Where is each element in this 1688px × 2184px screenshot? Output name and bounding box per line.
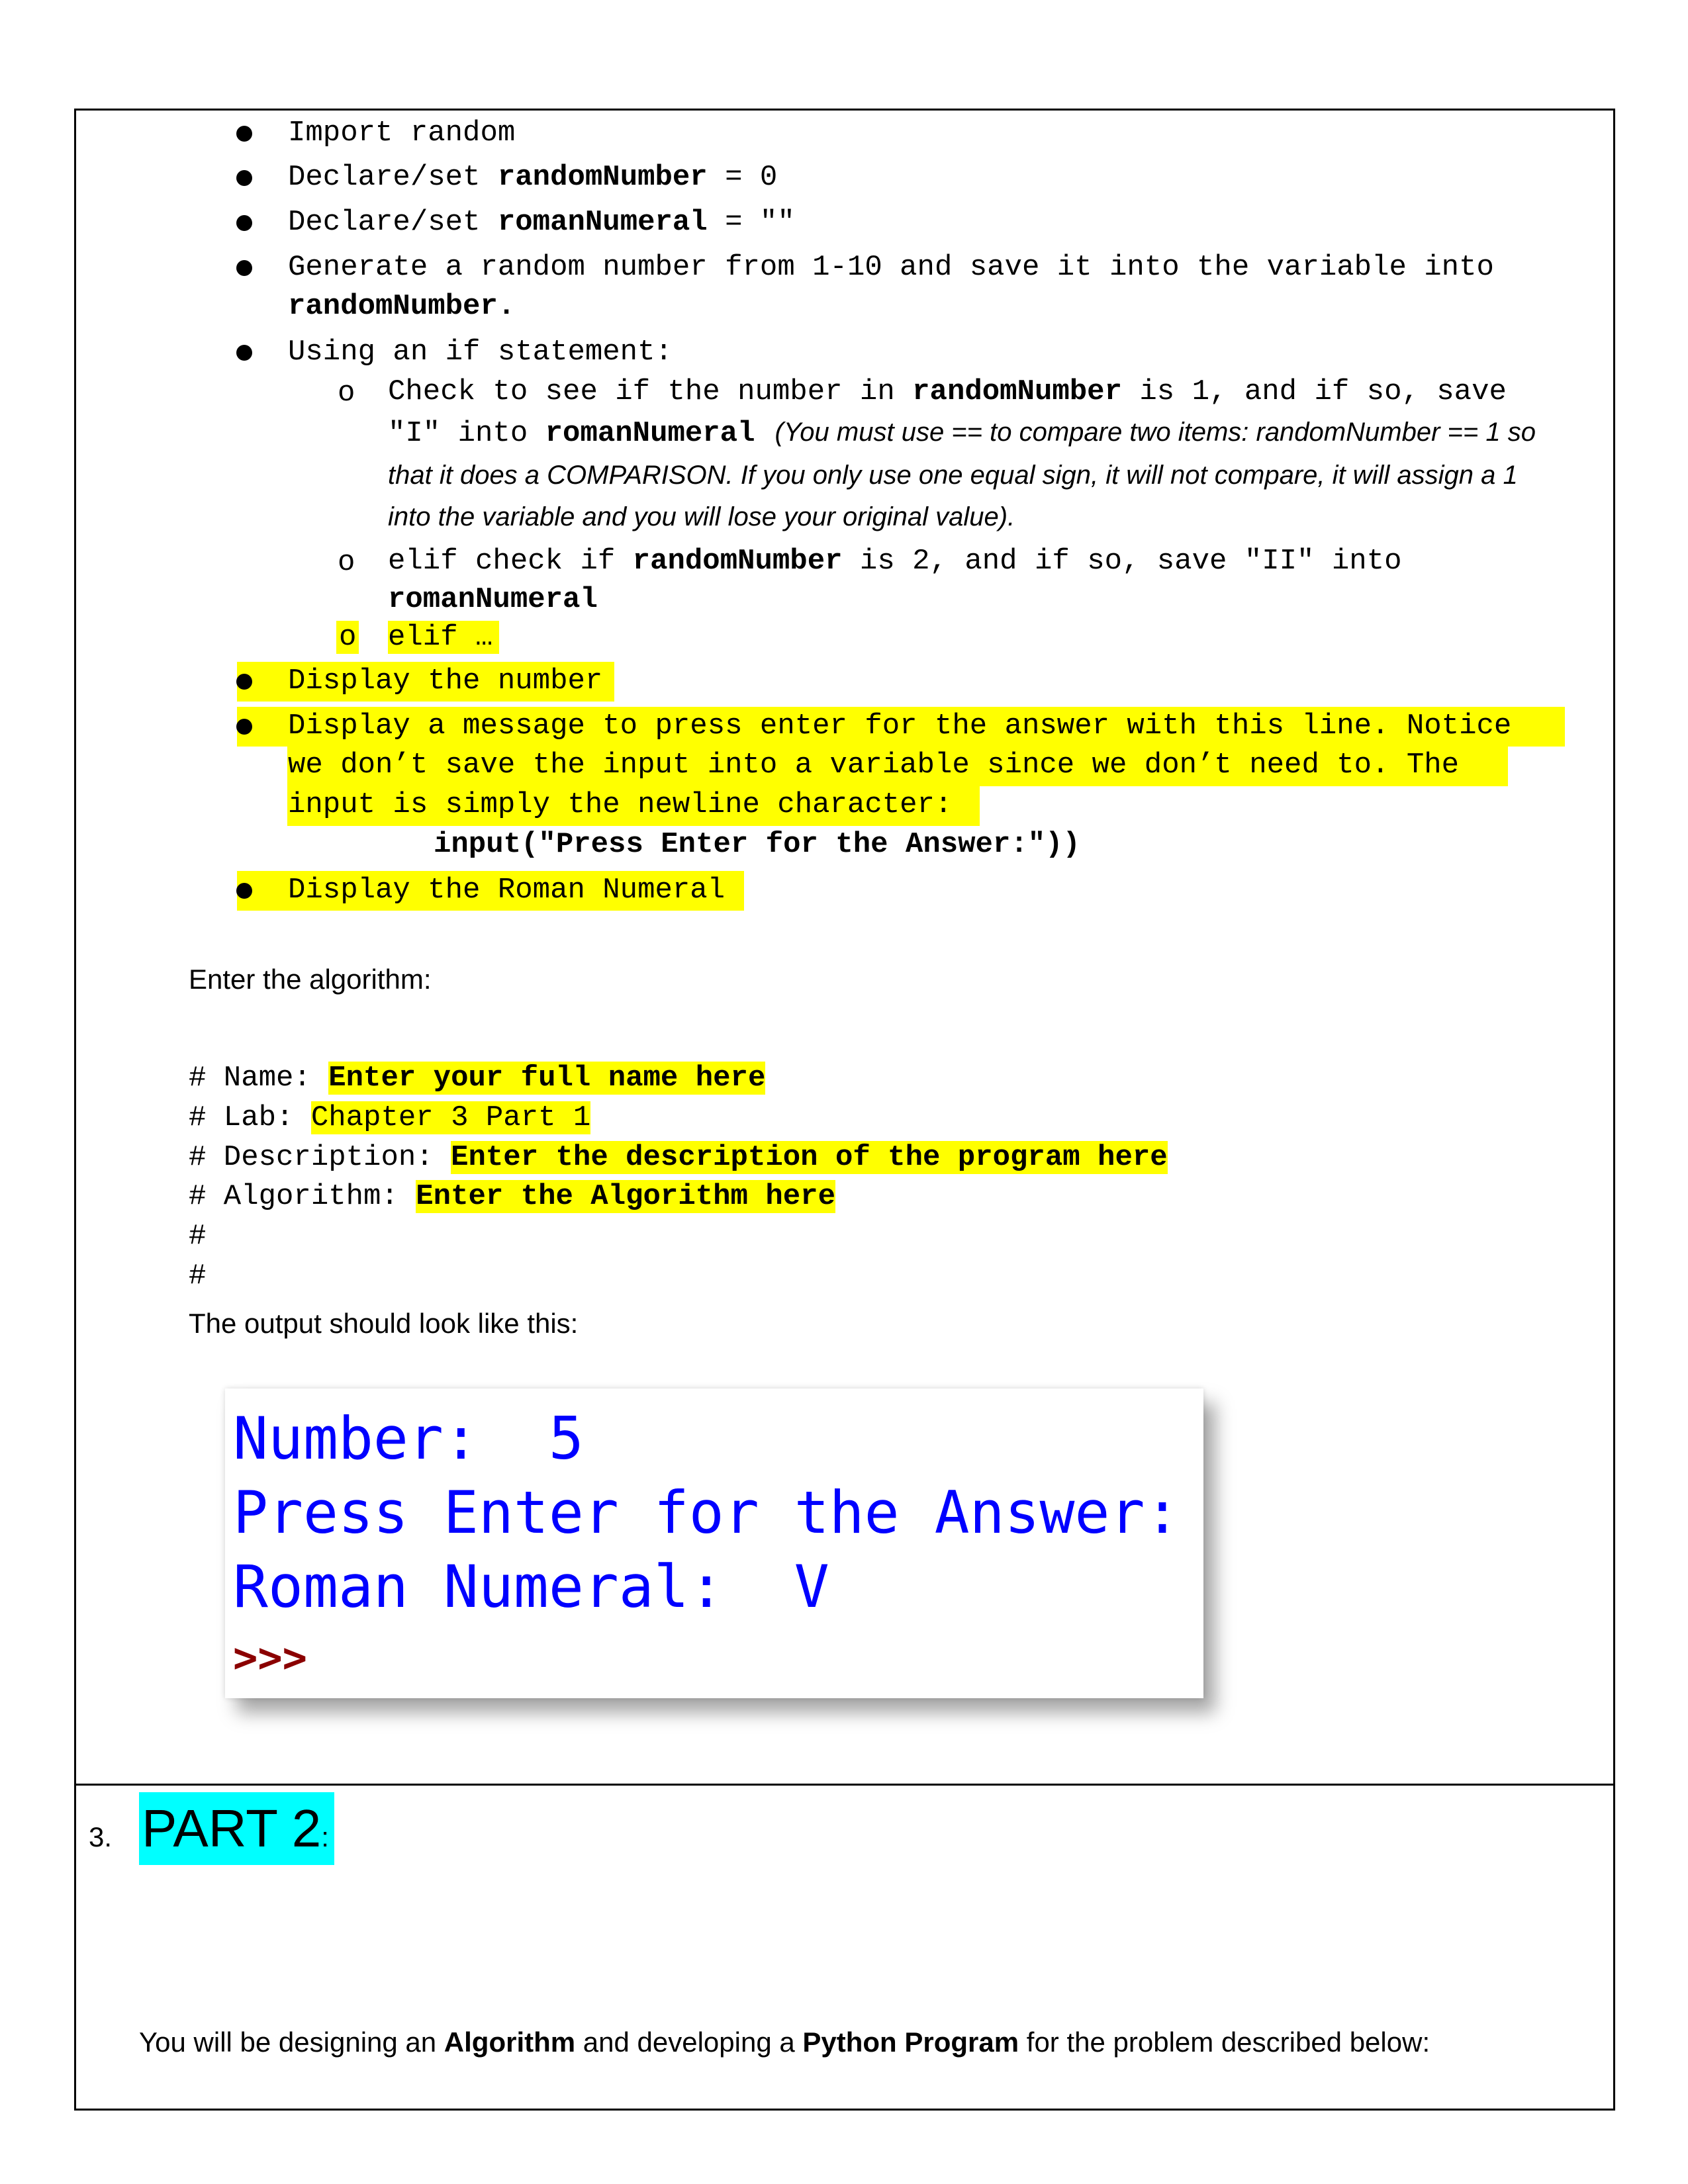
part2-intro: You will be designing an Algorithm and developing a Python Program for the problem described below: xyxy=(139,2026,1430,2058)
step-declare-roman: Declare/set romanNumeral = "" xyxy=(288,206,795,239)
header-description-line: # Description: Enter the description of the program here xyxy=(189,1141,1168,1174)
bullet xyxy=(236,883,252,899)
sub-bullet-marker-highlighted: o xyxy=(336,621,359,654)
step-generate: Generate a random number from 1-10 and save it into the variable into xyxy=(288,251,1494,284)
code-input-line: input("Press Enter for the Answer:")) xyxy=(434,828,1080,861)
substep-elif-more: elif … xyxy=(388,621,499,654)
substep-elif-2: elif check if randomNumber is 2, and if so, save "II" into xyxy=(388,545,1402,578)
header-name-line: # Name: Enter your full name here xyxy=(189,1062,766,1095)
console-line-press-enter: Press Enter for the Answer: xyxy=(233,1479,1180,1547)
algorithm-heading: Enter the algorithm: xyxy=(189,964,432,995)
bullet xyxy=(236,345,252,361)
bullet xyxy=(236,126,252,142)
step-display-message-line3: input is simply the newline character: xyxy=(288,788,953,821)
sub-bullet-marker: o xyxy=(338,377,355,410)
console-line-number: Number: 5 xyxy=(233,1404,584,1473)
step-display-number: Display the number xyxy=(288,664,603,698)
substep-check-1-line3: that it does a COMPARISON. If you only use one equal sign, it will not compare, it will assign a 1 xyxy=(388,461,1518,490)
sub-bullet-marker: o xyxy=(338,546,355,579)
substep-elif-2-var: romanNumeral xyxy=(388,583,598,616)
step-generate-var: randomNumber. xyxy=(288,290,516,323)
bullet xyxy=(236,719,252,735)
console-output-screenshot xyxy=(225,1388,1203,1698)
header-lab-line: # Lab: Chapter 3 Part 1 xyxy=(189,1101,591,1134)
substep-check-1-line2: "I" into romanNumeral (You must use == to compare two items: randomNumber == 1 so xyxy=(388,417,1536,450)
list-number: 3. xyxy=(89,1821,113,1852)
substep-check-1-line4: into the variable and you will lose your original value). xyxy=(388,502,1015,531)
bullet xyxy=(236,170,252,186)
part2-title: PART 2: xyxy=(139,1792,334,1865)
header-hash-line: # xyxy=(189,1220,207,1253)
bullet xyxy=(236,260,252,276)
substep-check-1: Check to see if the number in randomNumber is 1, and if so, save xyxy=(388,375,1507,408)
bullet xyxy=(236,674,252,690)
output-heading: The output should look like this: xyxy=(189,1308,579,1339)
step-display-roman: Display the Roman Numeral xyxy=(288,874,726,907)
console-prompt: >>> xyxy=(233,1633,307,1682)
step-if: Using an if statement: xyxy=(288,336,673,369)
console-line-roman: Roman Numeral: V xyxy=(233,1553,829,1621)
step-import: Import random xyxy=(288,116,516,150)
step-display-message-line2: we don’t save the input into a variable since we don’t need to. The xyxy=(288,749,1460,782)
step-declare-random: Declare/set randomNumber = 0 xyxy=(288,161,778,194)
header-hash-line: # xyxy=(189,1259,207,1293)
step-display-message: Display a message to press enter for the answer with this line. Notice xyxy=(288,709,1512,743)
bullet xyxy=(236,215,252,231)
header-algorithm-line: # Algorithm: Enter the Algorithm here xyxy=(189,1180,835,1213)
